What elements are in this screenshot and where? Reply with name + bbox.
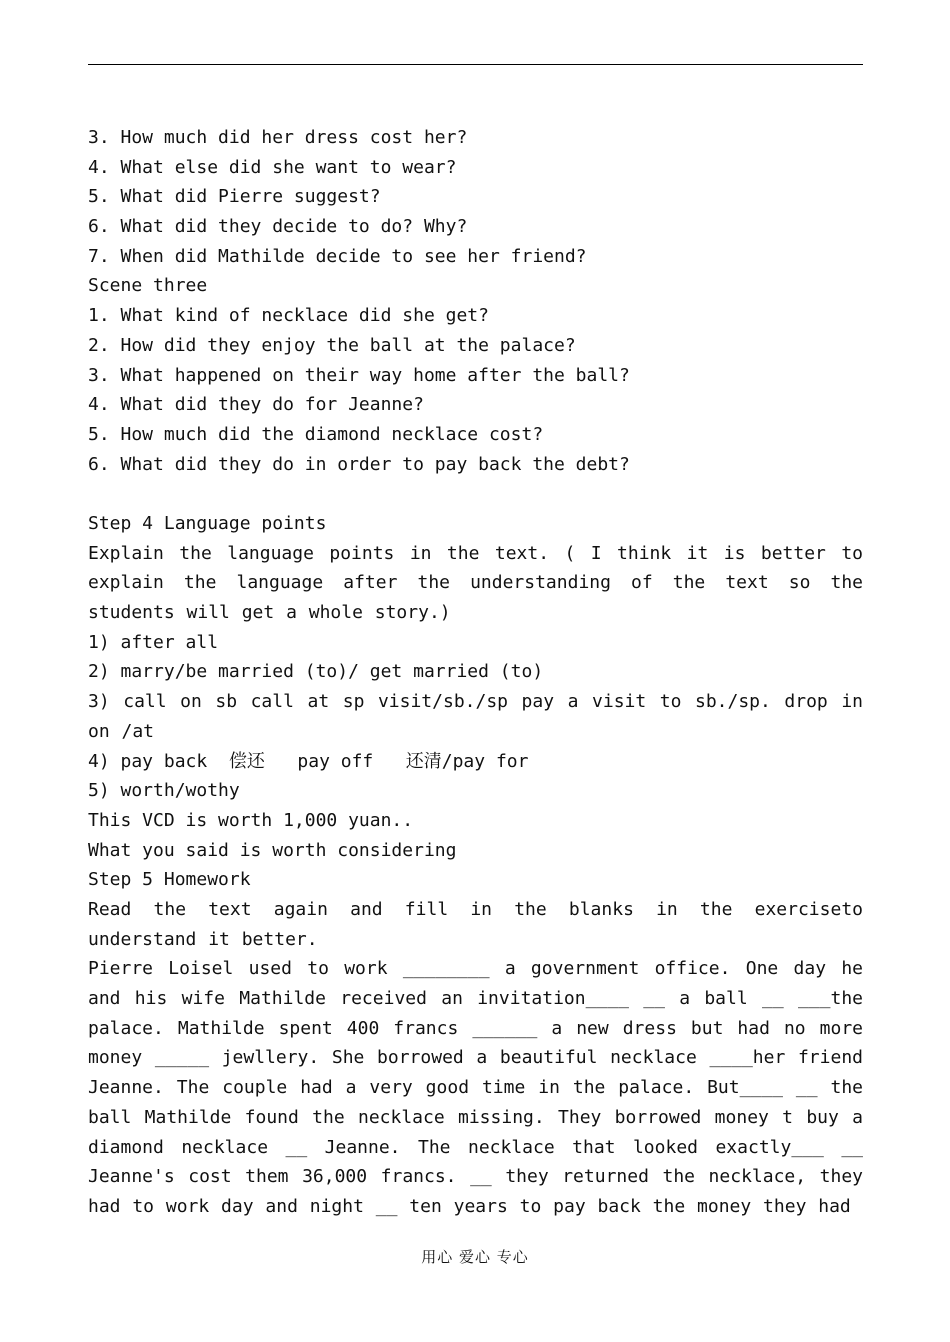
example-sentence: This VCD is worth 1,000 yuan..: [88, 809, 414, 831]
section-heading-step-4: Step 4 Language points: [88, 512, 327, 534]
question-item: 7. When did Mathilde decide to see her friend?: [88, 245, 587, 267]
page-footer: 用心 爱心 专心: [421, 1248, 529, 1266]
language-point: 4) pay back 偿还 pay off 还清/pay for: [88, 750, 529, 772]
question-item: 5. How much did the diamond necklace cost?: [88, 423, 544, 445]
language-point: 3) call on sb call at sp visit/sb./sp pay a visit to sb./sp. drop in on /at: [88, 691, 863, 742]
section-heading-step-5: Step 5 Homework: [88, 869, 251, 891]
question-item: 5. What did Pierre suggest?: [88, 186, 381, 208]
fill-in-blank-passage: Pierre Loisel used to work ________ a government office. One day he and his wife Mathilde received an invitation____ __ a ball __ ___the palace. Mathilde spent 400 francs ______ a new dress but had no more money _____ jewllery. She borrowed a beautiful necklace ____her friend Jeanne. The couple had a very good time in the palace. But____ __ the ball Mathilde found the necklace missing. They borrowed money t buy a diamond necklace __ Jeanne. The necklace that looked exactly___ __ Jeanne's cost them 36,000 francs. __ they returned the necklace, they had to work day and night __ ten years to pay back the money they had: [88, 958, 863, 1217]
question-item: 1. What kind of necklace did she get?: [88, 305, 489, 327]
document-body: [88, 123, 863, 1222]
question-item: 6. What did they decide to do? Why?: [88, 216, 468, 238]
header-rule: [88, 64, 863, 65]
language-point: 1) after all: [88, 631, 219, 653]
example-sentence: What you said is worth considering: [88, 839, 457, 861]
question-item: 3. How much did her dress cost her?: [88, 127, 468, 148]
question-item: 3. What happened on their way home after the ball?: [88, 364, 630, 386]
language-point: 5) worth/wothy: [88, 780, 240, 802]
homework-instruction: Read the text again and fill in the blanks in the exerciseto understand it better.: [88, 898, 863, 950]
question-item: 6. What did they do in order to pay back the debt?: [88, 453, 630, 475]
question-item: 4. What else did she want to wear?: [88, 156, 457, 178]
step-4-intro-paragraph: Explain the language points in the text. ( I think it is better to explain the language after the understanding of the text so the students will get a whole story.): [88, 542, 863, 624]
spacer: [88, 479, 863, 509]
section-heading-scene-three: Scene three: [88, 275, 208, 297]
question-item: 4. What did they do for Jeanne?: [88, 394, 424, 416]
question-item: 2. How did they enjoy the ball at the palace?: [88, 334, 576, 356]
language-point: 2) marry/be married (to)/ get married (to): [88, 661, 544, 683]
